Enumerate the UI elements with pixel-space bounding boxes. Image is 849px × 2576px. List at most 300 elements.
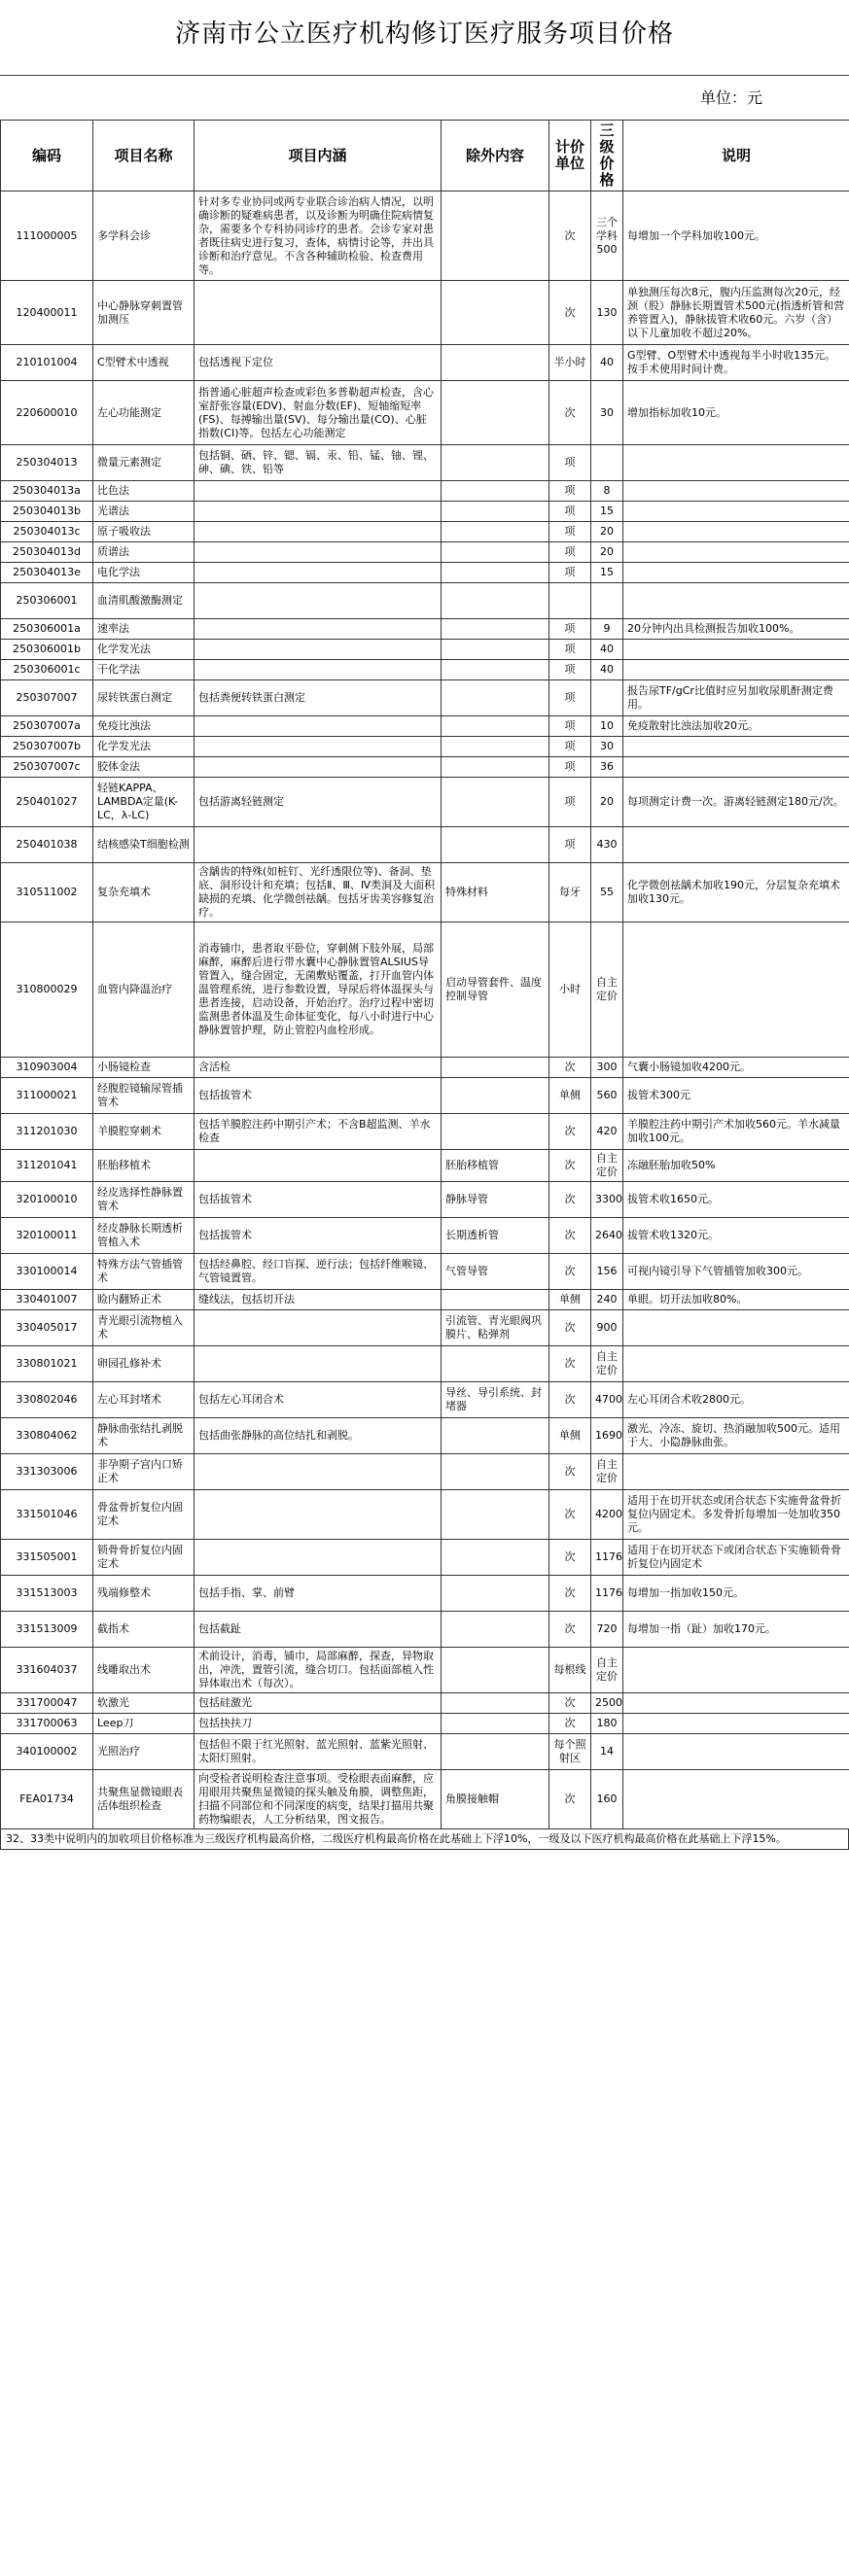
cell-unit: 项 <box>549 563 591 583</box>
cell-price: 3300 <box>591 1182 623 1218</box>
table-row <box>1 619 849 640</box>
cell-exclusions <box>442 757 549 778</box>
cell-content <box>195 1540 442 1576</box>
cell-exclusions <box>442 191 549 281</box>
cell-code: 330100014 <box>1 1254 93 1290</box>
cell-notes: 每增加一个学科加收100元。 <box>623 191 849 281</box>
cell-name: 骨盆骨折复位内固定术 <box>93 1490 195 1540</box>
cell-price: 8 <box>591 481 623 502</box>
cell-price: 160 <box>591 1770 623 1829</box>
cell-unit: 单侧 <box>549 1418 591 1454</box>
cell-content <box>195 583 442 619</box>
cell-content: 术前设计，消毒，铺巾，局部麻醉，探查，异物取出，冲洗，置管引流，缝合切口。包括面部植入性异体取出术（每次）。 <box>195 1648 442 1693</box>
cell-exclusions <box>442 522 549 542</box>
cell-name: 轻链KAPPA、LAMBDA定量(K-LC，λ-LC) <box>93 778 195 827</box>
cell-name: 多学科会诊 <box>93 191 195 281</box>
cell-name: 胶体金法 <box>93 757 195 778</box>
cell-unit: 次 <box>549 1150 591 1182</box>
cell-content <box>195 1310 442 1346</box>
table-row <box>1 1648 849 1693</box>
document-title: 济南市公立医疗机构修订医疗服务项目价格 <box>174 19 674 49</box>
cell-exclusions <box>442 1346 549 1382</box>
cell-notes: 每增加一指（趾）加收170元。 <box>623 1612 849 1648</box>
unit-label: 单位：元 <box>700 88 763 107</box>
cell-exclusions <box>442 1576 549 1612</box>
cell-code: 250306001b <box>1 640 93 660</box>
table-header-row <box>1 121 849 191</box>
cell-name: 线雕取出术 <box>93 1648 195 1693</box>
cell-code: 320100011 <box>1 1218 93 1254</box>
cell-unit: 次 <box>549 1770 591 1829</box>
table-row <box>1 1290 849 1310</box>
cell-unit: 小时 <box>549 922 591 1058</box>
cell-name: 尿转铁蛋白测定 <box>93 680 195 716</box>
cell-unit: 次 <box>549 1346 591 1382</box>
cell-exclusions: 长期透析管 <box>442 1218 549 1254</box>
cell-unit: 次 <box>549 1540 591 1576</box>
table-row <box>1 445 849 481</box>
cell-code: 331501046 <box>1 1490 93 1540</box>
cell-exclusions <box>442 827 549 863</box>
cell-content: 包括曲张静脉的高位结扎和剥脱。 <box>195 1418 442 1454</box>
cell-content: 包括截趾 <box>195 1612 442 1648</box>
cell-notes <box>623 1714 849 1734</box>
cell-price: 4200 <box>591 1490 623 1540</box>
cell-unit: 次 <box>549 1310 591 1346</box>
table-row <box>1 660 849 680</box>
cell-code: 250304013c <box>1 522 93 542</box>
cell-notes: 免疫散射比浊法加收20元。 <box>623 716 849 737</box>
cell-code: 250306001a <box>1 619 93 640</box>
cell-price: 1690 <box>591 1418 623 1454</box>
cell-name: 复杂充填术 <box>93 863 195 922</box>
cell-content <box>195 281 442 345</box>
cell-price: 1176 <box>591 1540 623 1576</box>
cell-unit: 项 <box>549 445 591 481</box>
table-row <box>1 502 849 522</box>
cell-content: 包括拔管术 <box>195 1182 442 1218</box>
column-header-unit: 计价单位 <box>549 121 591 191</box>
cell-price: 自主定价 <box>591 1648 623 1693</box>
cell-notes: 适用于在切开状态或闭合状态下实施骨盆骨折复位内固定术。多发骨折每增加一处加收350元。 <box>623 1490 849 1540</box>
cell-name: 化学发光法 <box>93 737 195 757</box>
cell-unit: 半小时 <box>549 345 591 381</box>
cell-notes: 报告尿TF/gCr比值时应另加收尿肌酐测定费用。 <box>623 680 849 716</box>
table-row <box>1 1346 849 1382</box>
table-row <box>1 1182 849 1218</box>
cell-price <box>591 445 623 481</box>
cell-name: 共聚焦显微镜眼表活体组织检查 <box>93 1770 195 1829</box>
cell-content <box>195 1490 442 1540</box>
cell-name: 干化学法 <box>93 660 195 680</box>
cell-notes <box>623 502 849 522</box>
cell-content <box>195 542 442 563</box>
cell-notes: 单独测压每次8元，腹内压监测每次20元，经颈（股）静脉长期置管术500元(指透析管和营养管置入)，静脉拔管术收60元。六岁（含）以下儿童加收不超过20%。 <box>623 281 849 345</box>
cell-code: 331505001 <box>1 1540 93 1576</box>
cell-price: 三个学科500 <box>591 191 623 281</box>
cell-unit: 每根线 <box>549 1648 591 1693</box>
cell-unit: 每个照射区 <box>549 1734 591 1770</box>
cell-exclusions <box>442 583 549 619</box>
cell-unit: 项 <box>549 542 591 563</box>
cell-price: 720 <box>591 1612 623 1648</box>
cell-name: 卵园孔修补术 <box>93 1346 195 1382</box>
cell-price: 156 <box>591 1254 623 1290</box>
cell-code: 250401038 <box>1 827 93 863</box>
cell-notes: 拔管术300元 <box>623 1078 849 1114</box>
cell-notes <box>623 737 849 757</box>
table-row <box>1 1418 849 1454</box>
cell-name: 血清肌酸激酶测定 <box>93 583 195 619</box>
cell-content: 消毒铺巾，患者取平卧位，穿刺侧下肢外展，局部麻醉，麻醉后进行带水囊中心静脉置管ALSIUS导管置入，缝合固定，无菌敷贴覆盖，打开血管内体温管理系统，进行参数设置，导尿后将体温探头与患者连接，启动设备，开始治疗。治疗过程中密切监测患者体温及生命体征变化，每八小时进行中心静脉置管护理，防止管腔内血栓形成。 <box>195 922 442 1058</box>
cell-unit: 次 <box>549 1693 591 1714</box>
cell-exclusions: 静脉导管 <box>442 1182 549 1218</box>
cell-price: 300 <box>591 1058 623 1078</box>
table-row <box>1 863 849 922</box>
cell-exclusions <box>442 1612 549 1648</box>
cell-price: 自主定价 <box>591 1454 623 1490</box>
cell-name: 截指术 <box>93 1612 195 1648</box>
cell-price: 20 <box>591 542 623 563</box>
cell-content <box>195 502 442 522</box>
cell-exclusions: 角膜接触帽 <box>442 1770 549 1829</box>
cell-notes <box>623 542 849 563</box>
cell-code: 310903004 <box>1 1058 93 1078</box>
cell-unit: 项 <box>549 680 591 716</box>
cell-exclusions: 特殊材料 <box>442 863 549 922</box>
table-row <box>1 1490 849 1540</box>
cell-price: 自主定价 <box>591 922 623 1058</box>
cell-code: 331604037 <box>1 1648 93 1693</box>
cell-exclusions: 导丝、导引系统、封堵器 <box>442 1382 549 1418</box>
cell-notes <box>623 660 849 680</box>
cell-content: 包括游离轻链测定 <box>195 778 442 827</box>
cell-name: 比色法 <box>93 481 195 502</box>
table-row <box>1 563 849 583</box>
cell-code: 311000021 <box>1 1078 93 1114</box>
cell-exclusions <box>442 1290 549 1310</box>
table-row <box>1 542 849 563</box>
cell-unit: 次 <box>549 381 591 445</box>
cell-price: 10 <box>591 716 623 737</box>
table-row <box>1 1734 849 1770</box>
cell-unit: 次 <box>549 191 591 281</box>
cell-price: 420 <box>591 1114 623 1150</box>
cell-notes <box>623 1310 849 1346</box>
cell-code: 250307007 <box>1 680 93 716</box>
cell-name: 青光眼引流物植入术 <box>93 1310 195 1346</box>
cell-unit: 次 <box>549 281 591 345</box>
cell-name: 电化学法 <box>93 563 195 583</box>
cell-content: 缝线法，包括切开法 <box>195 1290 442 1310</box>
cell-price: 4700 <box>591 1382 623 1418</box>
cell-exclusions <box>442 381 549 445</box>
cell-notes: 羊膜腔注药中期引产术加收560元。羊水减量加收100元。 <box>623 1114 849 1150</box>
cell-notes <box>623 481 849 502</box>
cell-code: 250304013b <box>1 502 93 522</box>
cell-code: 250304013d <box>1 542 93 563</box>
table-row <box>1 778 849 827</box>
table-row <box>1 583 849 619</box>
cell-code: 250307007b <box>1 737 93 757</box>
cell-notes <box>623 922 849 1058</box>
cell-unit: 次 <box>549 1576 591 1612</box>
cell-code: 330802046 <box>1 1382 93 1418</box>
cell-name: C型臂术中透视 <box>93 345 195 381</box>
cell-exclusions: 气管导管 <box>442 1254 549 1290</box>
footnote: 32、33类中说明内的加收项目价格标准为三级医疗机构最高价格，二级医疗机构最高价格在此基础上下浮10%，一级及以下医疗机构最高价格在此基础上下浮15%。 <box>0 1829 849 1850</box>
cell-notes <box>623 522 849 542</box>
cell-unit: 次 <box>549 1714 591 1734</box>
cell-exclusions <box>442 1418 549 1454</box>
cell-content <box>195 737 442 757</box>
cell-unit: 次 <box>549 1114 591 1150</box>
cell-exclusions <box>442 619 549 640</box>
table-row <box>1 1078 849 1114</box>
cell-notes <box>623 1734 849 1770</box>
price-table <box>0 120 849 1829</box>
cell-exclusions <box>442 345 549 381</box>
cell-unit: 单侧 <box>549 1290 591 1310</box>
cell-unit: 项 <box>549 640 591 660</box>
table-row <box>1 1058 849 1078</box>
cell-price: 2640 <box>591 1218 623 1254</box>
table-row <box>1 191 849 281</box>
cell-notes: 每增加一指加收150元。 <box>623 1576 849 1612</box>
cell-unit: 项 <box>549 502 591 522</box>
cell-exclusions <box>442 660 549 680</box>
cell-content <box>195 1150 442 1182</box>
cell-price: 1176 <box>591 1576 623 1612</box>
cell-unit <box>549 583 591 619</box>
divider <box>0 75 849 76</box>
cell-name: 化学发光法 <box>93 640 195 660</box>
cell-code: 311201030 <box>1 1114 93 1150</box>
cell-code: 331513009 <box>1 1612 93 1648</box>
cell-unit: 次 <box>549 1182 591 1218</box>
cell-exclusions: 启动导管套件、温度控制导管 <box>442 922 549 1058</box>
cell-name: 软激光 <box>93 1693 195 1714</box>
cell-name: 光谱法 <box>93 502 195 522</box>
cell-name: 残端修整术 <box>93 1576 195 1612</box>
cell-name: 胚胎移植术 <box>93 1150 195 1182</box>
cell-notes: G型臂、O型臂术中透视每半小时收135元。按手术使用时间计费。 <box>623 345 849 381</box>
cell-notes <box>623 1770 849 1829</box>
cell-content: 包括手指、掌、前臂 <box>195 1576 442 1612</box>
cell-name: 血管内降温治疗 <box>93 922 195 1058</box>
cell-content: 含活检 <box>195 1058 442 1078</box>
cell-price: 55 <box>591 863 623 922</box>
cell-content <box>195 757 442 778</box>
table-row <box>1 1770 849 1829</box>
cell-name: 静脉曲张结扎剥脱术 <box>93 1418 195 1454</box>
cell-code: 250306001 <box>1 583 93 619</box>
cell-code: 340100002 <box>1 1734 93 1770</box>
cell-name: 结核感染T细胞检测 <box>93 827 195 863</box>
column-header-price: 三级价格 <box>591 121 623 191</box>
cell-price: 30 <box>591 737 623 757</box>
cell-name: 原子吸收法 <box>93 522 195 542</box>
cell-code: 210101004 <box>1 345 93 381</box>
cell-notes <box>623 827 849 863</box>
cell-notes: 冻融胚胎加收50% <box>623 1150 849 1182</box>
cell-notes: 每项测定计费一次。游离轻链测定180元/次。 <box>623 778 849 827</box>
cell-exclusions <box>442 640 549 660</box>
cell-name: Leep刀 <box>93 1714 195 1734</box>
cell-code: 310800029 <box>1 922 93 1058</box>
cell-name: 速率法 <box>93 619 195 640</box>
cell-code: 330405017 <box>1 1310 93 1346</box>
cell-notes: 左心耳闭合术收2800元。 <box>623 1382 849 1418</box>
cell-code: 250304013e <box>1 563 93 583</box>
cell-exclusions <box>442 281 549 345</box>
table-row <box>1 1454 849 1490</box>
cell-exclusions <box>442 716 549 737</box>
cell-content <box>195 1346 442 1382</box>
cell-unit: 项 <box>549 778 591 827</box>
cell-exclusions <box>442 680 549 716</box>
cell-code: 330801021 <box>1 1346 93 1382</box>
cell-code: 250401027 <box>1 778 93 827</box>
cell-content <box>195 522 442 542</box>
cell-unit: 次 <box>549 1612 591 1648</box>
cell-exclusions: 胚胎移植管 <box>442 1150 549 1182</box>
cell-unit: 次 <box>549 1218 591 1254</box>
cell-code: 331303006 <box>1 1454 93 1490</box>
cell-unit: 项 <box>549 522 591 542</box>
table-row <box>1 381 849 445</box>
table-row <box>1 737 849 757</box>
cell-code: 250304013a <box>1 481 93 502</box>
cell-content: 包括拔管术 <box>195 1218 442 1254</box>
cell-content: 包括羊膜腔注药中期引产术；不含B超监测、羊水检查 <box>195 1114 442 1150</box>
cell-name: 微量元素测定 <box>93 445 195 481</box>
cell-price: 40 <box>591 640 623 660</box>
cell-notes <box>623 1346 849 1382</box>
cell-notes: 20分钟内出具检测报告加收100%。 <box>623 619 849 640</box>
cell-notes: 增加指标加收10元。 <box>623 381 849 445</box>
cell-code: 331700047 <box>1 1693 93 1714</box>
cell-exclusions <box>442 778 549 827</box>
cell-price: 9 <box>591 619 623 640</box>
column-header-code: 编码 <box>1 121 93 191</box>
cell-content: 包括透视下定位 <box>195 345 442 381</box>
cell-exclusions <box>442 1114 549 1150</box>
cell-name: 经腹腔镜输尿管插管术 <box>93 1078 195 1114</box>
cell-code: 331700063 <box>1 1714 93 1734</box>
cell-content: 指普通心脏超声检查或彩色多普勒超声检查，含心室舒张容量(EDV)、射血分数(EF)、短轴缩短率(FS)、每搏输出量(SV)、每分输出量(CO)、心脏指数(CI)等。包括左心功能测定 <box>195 381 442 445</box>
cell-exclusions <box>442 1648 549 1693</box>
cell-exclusions <box>442 1490 549 1540</box>
table-row <box>1 1382 849 1418</box>
cell-price: 40 <box>591 660 623 680</box>
cell-content: 包括硅激光 <box>195 1693 442 1714</box>
cell-notes: 气囊小肠镜加收4200元。 <box>623 1058 849 1078</box>
cell-price: 430 <box>591 827 623 863</box>
table-row <box>1 345 849 381</box>
cell-name: 经皮选择性静脉置管术 <box>93 1182 195 1218</box>
cell-unit: 项 <box>549 619 591 640</box>
cell-notes <box>623 640 849 660</box>
cell-code: 330804062 <box>1 1418 93 1454</box>
cell-name: 特殊方法气管插管术 <box>93 1254 195 1290</box>
cell-unit: 项 <box>549 716 591 737</box>
cell-content: 包括左心耳闭合术 <box>195 1382 442 1418</box>
cell-exclusions <box>442 1693 549 1714</box>
cell-unit: 次 <box>549 1058 591 1078</box>
cell-name: 睑内翻矫正术 <box>93 1290 195 1310</box>
cell-unit: 项 <box>549 757 591 778</box>
cell-unit: 次 <box>549 1490 591 1540</box>
table-row <box>1 680 849 716</box>
cell-code: 250304013 <box>1 445 93 481</box>
column-header-name: 项目名称 <box>93 121 195 191</box>
cell-notes <box>623 1648 849 1693</box>
table-row <box>1 1714 849 1734</box>
cell-name: 羊膜腔穿刺术 <box>93 1114 195 1150</box>
table-row <box>1 716 849 737</box>
cell-notes: 单眼。切开法加收80%。 <box>623 1290 849 1310</box>
cell-price: 自主定价 <box>591 1150 623 1182</box>
cell-price <box>591 680 623 716</box>
cell-notes: 适用于在切开状态下或闭合状态下实施锁骨骨折复位内固定术 <box>623 1540 849 1576</box>
cell-exclusions <box>442 1734 549 1770</box>
cell-notes <box>623 1454 849 1490</box>
cell-content <box>195 481 442 502</box>
cell-unit: 项 <box>549 481 591 502</box>
cell-price: 130 <box>591 281 623 345</box>
cell-exclusions <box>442 445 549 481</box>
cell-price: 15 <box>591 563 623 583</box>
cell-name: 中心静脉穿刺置管加测压 <box>93 281 195 345</box>
column-header-notes: 说明 <box>623 121 849 191</box>
cell-code: 250307007a <box>1 716 93 737</box>
cell-unit: 单侧 <box>549 1078 591 1114</box>
table-row <box>1 1540 849 1576</box>
cell-notes: 拔管术收1320元。 <box>623 1218 849 1254</box>
cell-name: 小肠镜检查 <box>93 1058 195 1078</box>
table-row <box>1 827 849 863</box>
cell-name: 左心功能测定 <box>93 381 195 445</box>
cell-name: 质谱法 <box>93 542 195 563</box>
cell-content: 向受检者说明检查注意事项。受检眼表面麻醉，应用眼用共聚焦显微镜的探头触及角膜，调整焦距，扫描不同部位和不同深度的病变，结果打描用共聚药物编眼表，人工分析结果，图文报告。 <box>195 1770 442 1829</box>
table-row <box>1 1310 849 1346</box>
cell-price: 20 <box>591 522 623 542</box>
cell-notes <box>623 757 849 778</box>
cell-price: 自主定价 <box>591 1346 623 1382</box>
column-header-exclusions: 除外内容 <box>442 121 549 191</box>
cell-content: 包括拔管术 <box>195 1078 442 1114</box>
column-header-content: 项目内涵 <box>195 121 442 191</box>
cell-content <box>195 640 442 660</box>
cell-unit: 项 <box>549 827 591 863</box>
table-row <box>1 1612 849 1648</box>
cell-code: 330401007 <box>1 1290 93 1310</box>
table-row <box>1 281 849 345</box>
table-row <box>1 1114 849 1150</box>
cell-code: 111000005 <box>1 191 93 281</box>
cell-code: 250306001c <box>1 660 93 680</box>
cell-content: 针对多专业协同或两专业联合诊治病人情况，以明确诊断的疑难病患者，以及诊断为明确住院病情复杂，需要多个专科协同诊疗的患者。会诊专家对患者既往病史进行复习，查体，病情讨论等，并出具诊断和治疗意见。不含各种辅助检验、检查费用等。 <box>195 191 442 281</box>
cell-notes <box>623 563 849 583</box>
cell-content <box>195 660 442 680</box>
cell-content <box>195 827 442 863</box>
cell-notes: 化学微创祛龋术加收190元，分层复杂充填术加收130元。 <box>623 863 849 922</box>
cell-notes <box>623 583 849 619</box>
cell-notes: 拔管术收1650元。 <box>623 1182 849 1218</box>
cell-price: 40 <box>591 345 623 381</box>
cell-exclusions <box>442 542 549 563</box>
